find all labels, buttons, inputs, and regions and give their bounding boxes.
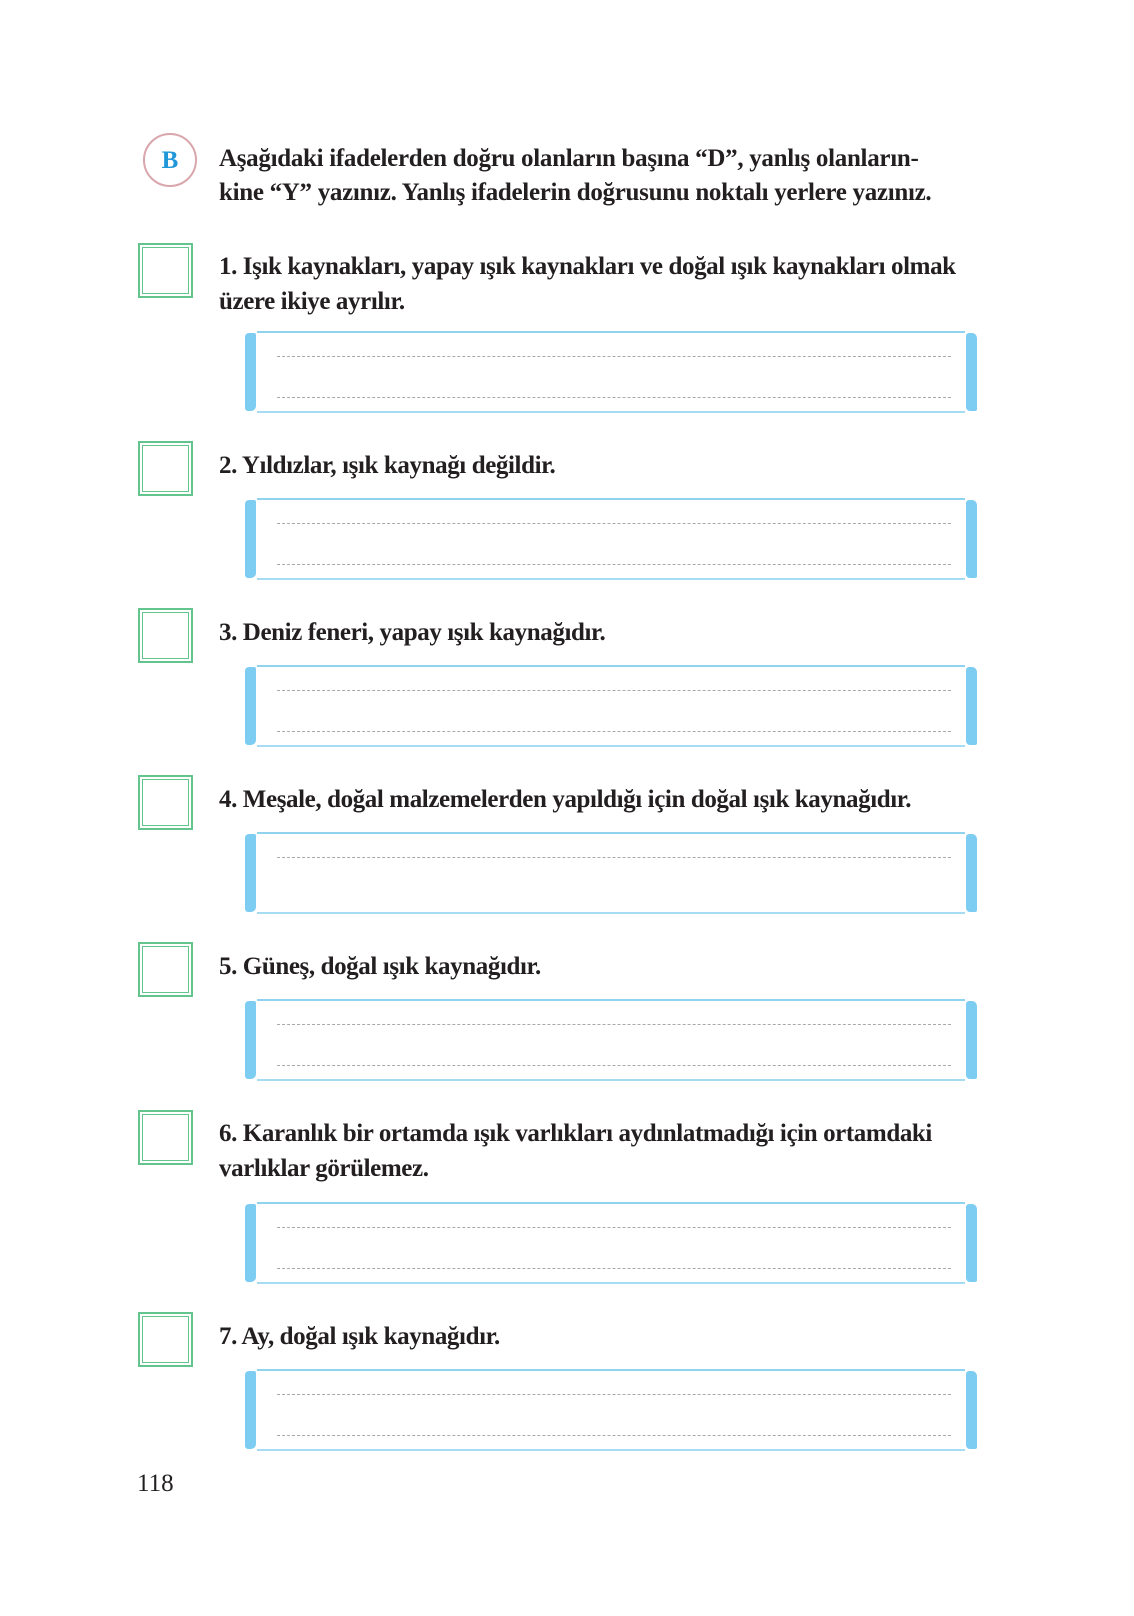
brush-bar-right — [966, 667, 977, 745]
answer-checkbox-q2[interactable] — [138, 441, 193, 496]
answer-checkbox-q1[interactable] — [138, 243, 193, 298]
answer-box-q4 — [245, 832, 977, 914]
answer-box-q6 — [245, 1202, 977, 1284]
checkbox-inner-border — [142, 1316, 189, 1363]
dotted-line-1 — [277, 857, 951, 858]
checkbox-inner-border — [142, 445, 189, 492]
answer-box-q1 — [245, 331, 977, 413]
dotted-line-2 — [277, 397, 951, 398]
dotted-line-1 — [277, 356, 951, 357]
answer-input-q6-line-2[interactable] — [277, 1238, 951, 1268]
checkbox-inner-border — [142, 779, 189, 826]
answer-input-q4-line-1[interactable] — [277, 827, 951, 857]
checkbox-inner-border — [142, 612, 189, 659]
brush-bar-left — [245, 1204, 256, 1282]
question-4-line-1: 4. Meşale, doğal malzemelerden yapıldığı için doğal ışık kaynağıdır. — [219, 786, 912, 813]
answer-input-q3-line-2[interactable] — [277, 701, 951, 731]
question-2 — [219, 448, 1009, 483]
brush-bar-right — [966, 333, 977, 411]
box-bottom-border — [257, 578, 965, 580]
brush-bar-left — [245, 1001, 256, 1079]
answer-input-q6-line-1[interactable] — [277, 1197, 951, 1227]
brush-bar-right — [966, 834, 977, 912]
answer-input-q7-line-1[interactable] — [277, 1364, 951, 1394]
checkbox-inner-border — [142, 247, 189, 294]
brush-bar-right — [966, 1371, 977, 1449]
answer-checkbox-q4[interactable] — [138, 775, 193, 830]
dotted-line-2 — [277, 1268, 951, 1269]
instructions-line-1: Aşağıdaki ifadelerden doğru olanların başına “D”, yanlış olanların- — [219, 145, 919, 172]
section-badge — [143, 133, 197, 187]
question-6-line-1: 6. Karanlık bir ortamda ışık varlıkları aydınlatmadığı için ortamdaki — [219, 1120, 932, 1147]
brush-bar-right — [966, 1204, 977, 1282]
page-number: 118 — [137, 1470, 174, 1497]
dotted-line-2 — [277, 1065, 951, 1066]
section-instructions — [219, 142, 1009, 210]
section-letter: B — [161, 146, 179, 174]
brush-bar-left — [245, 667, 256, 745]
answer-box-q5 — [245, 999, 977, 1081]
question-4 — [219, 782, 1009, 817]
dotted-line-1 — [277, 1024, 951, 1025]
answer-input-q2-line-1[interactable] — [277, 493, 951, 523]
brush-bar-left — [245, 834, 256, 912]
answer-input-q3-line-1[interactable] — [277, 660, 951, 690]
answer-checkbox-q6[interactable] — [138, 1110, 193, 1165]
answer-input-q7-line-2[interactable] — [277, 1405, 951, 1435]
box-bottom-border — [257, 1282, 965, 1284]
box-bottom-border — [257, 912, 965, 914]
answer-box-q3 — [245, 665, 977, 747]
question-5-line-1: 5. Güneş, doğal ışık kaynağıdır. — [219, 953, 541, 980]
brush-bar-left — [245, 500, 256, 578]
question-3 — [219, 615, 1009, 650]
brush-bar-right — [966, 1001, 977, 1079]
box-bottom-border — [257, 1449, 965, 1451]
checkbox-inner-border — [142, 1114, 189, 1161]
question-3-line-1: 3. Deniz feneri, yapay ışık kaynağıdır. — [219, 619, 606, 646]
box-bottom-border — [257, 745, 965, 747]
dotted-line-1 — [277, 523, 951, 524]
answer-input-q2-line-2[interactable] — [277, 534, 951, 564]
brush-bar-right — [966, 500, 977, 578]
brush-bar-left — [245, 1371, 256, 1449]
dotted-line-2 — [277, 1435, 951, 1436]
box-bottom-border — [257, 411, 965, 413]
brush-bar-left — [245, 333, 256, 411]
answer-input-q5-line-1[interactable] — [277, 994, 951, 1024]
question-6-line-2: varlıklar görülemez. — [219, 1155, 429, 1182]
answer-box-q7 — [245, 1369, 977, 1451]
question-2-line-1: 2. Yıldızlar, ışık kaynağı değildir. — [219, 452, 556, 479]
dotted-line-2 — [277, 731, 951, 732]
answer-checkbox-q5[interactable] — [138, 942, 193, 997]
answer-input-q5-line-2[interactable] — [277, 1035, 951, 1065]
instructions-line-2: kine “Y” yazınız. Yanlış ifadelerin doğrusunu noktalı yerlere yazınız. — [219, 179, 932, 206]
question-1-line-1: 1. Işık kaynakları, yapay ışık kaynakları ve doğal ışık kaynakları olmak — [219, 253, 956, 280]
dotted-line-1 — [277, 1227, 951, 1228]
question-5 — [219, 949, 1009, 984]
answer-input-q1-line-1[interactable] — [277, 326, 951, 356]
dotted-line-1 — [277, 690, 951, 691]
question-1-line-2: üzere ikiye ayrılır. — [219, 288, 405, 315]
answer-checkbox-q7[interactable] — [138, 1312, 193, 1367]
question-7 — [219, 1319, 1009, 1354]
question-7-line-1: 7. Ay, doğal ışık kaynağıdır. — [219, 1323, 500, 1350]
dotted-line-1 — [277, 1394, 951, 1395]
answer-input-q1-line-2[interactable] — [277, 367, 951, 397]
question-6 — [219, 1116, 1009, 1186]
question-1 — [219, 249, 1009, 319]
checkbox-inner-border — [142, 946, 189, 993]
dotted-line-2 — [277, 564, 951, 565]
answer-checkbox-q3[interactable] — [138, 608, 193, 663]
answer-box-q2 — [245, 498, 977, 580]
box-bottom-border — [257, 1079, 965, 1081]
